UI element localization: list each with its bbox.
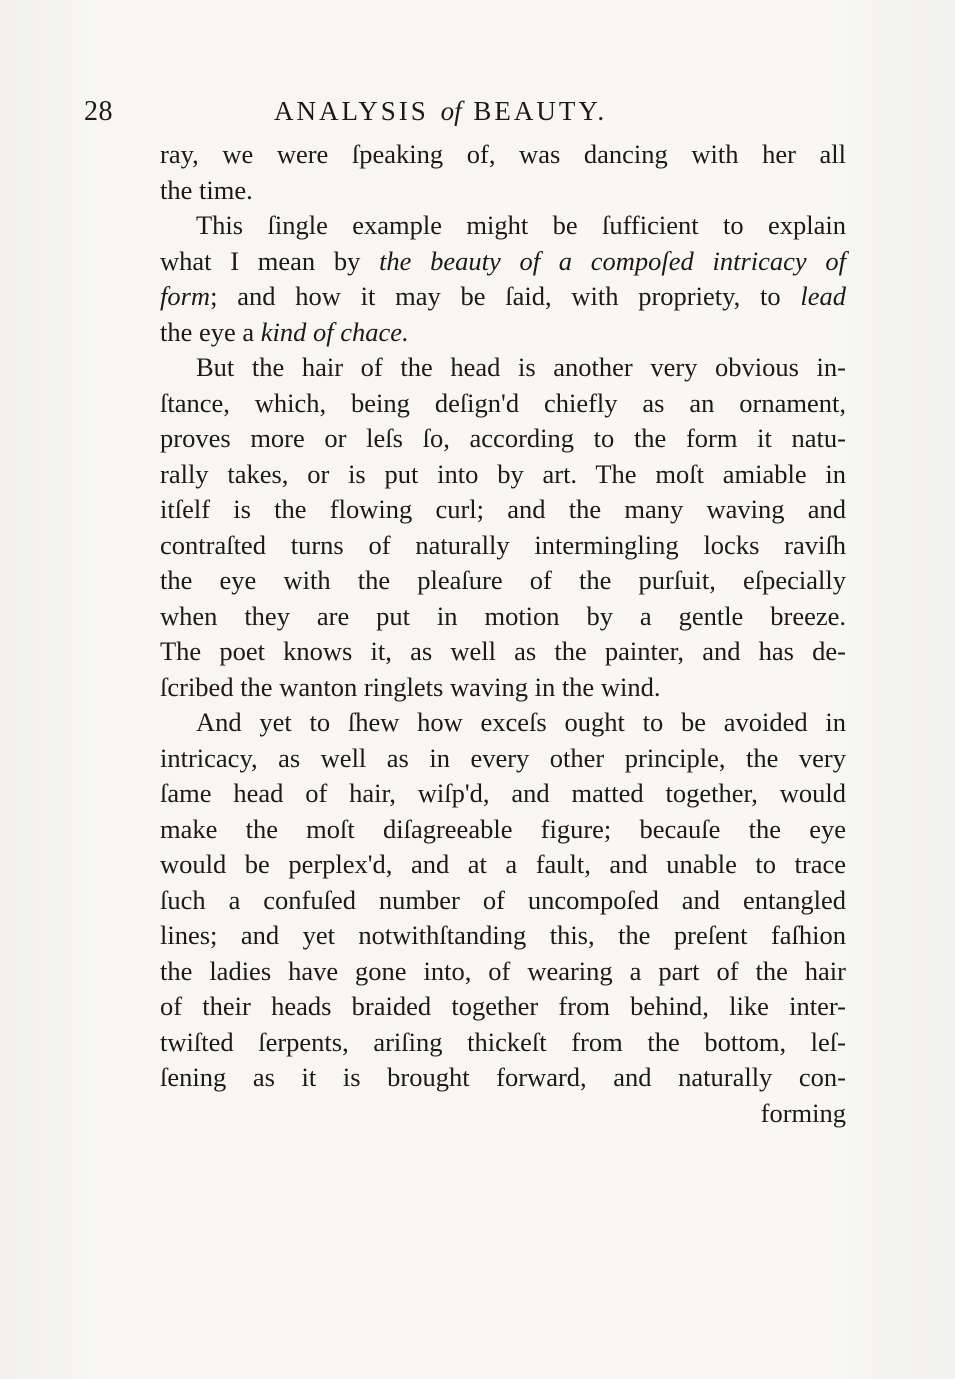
text-segment: the eye a xyxy=(160,316,261,347)
text-segment: the eye with the pleaſure of the purſuit, eſpecially xyxy=(160,565,846,595)
text-line xyxy=(160,1025,846,1061)
text-line xyxy=(160,812,846,848)
text-segment: lines; and yet notwithſtanding this, the preſent faſhion xyxy=(160,920,846,950)
text-segment: ſuch a confuſed number of uncompoſed and entangled xyxy=(160,884,846,915)
text-segment: ſcribed the wanton ringlets waving in the wind. xyxy=(160,671,661,702)
page-header xyxy=(84,96,844,136)
text-line xyxy=(160,137,846,173)
page-number: 28 xyxy=(84,96,113,127)
running-head-of: of xyxy=(440,96,462,126)
text-segment: But the hair of the head is another very obvious in- xyxy=(196,352,846,382)
text-line xyxy=(160,776,846,812)
text-segment: when they are put in motion by a gentle breeze. xyxy=(160,600,846,631)
text-line xyxy=(160,670,846,706)
italic-text: form xyxy=(160,281,211,311)
text-line xyxy=(160,315,846,351)
running-head-right: BEAUTY. xyxy=(473,96,608,126)
italic-text: lead xyxy=(800,281,846,311)
text-line xyxy=(160,1096,846,1132)
text-segment: the time. xyxy=(160,174,253,205)
text-segment: itſelf is the flowing curl; and the many waving and xyxy=(160,494,846,524)
text-segment: of their heads braided together from behind, like inter- xyxy=(160,991,846,1021)
italic-text: kind of chace. xyxy=(260,316,409,347)
text-line xyxy=(160,1060,846,1096)
text-segment: intricacy, as well as in every other principle, the very xyxy=(160,742,846,773)
text-line xyxy=(160,528,846,564)
body-text xyxy=(160,137,846,1131)
text-line xyxy=(160,208,846,244)
text-line xyxy=(160,279,846,315)
running-head-left: ANALYSIS xyxy=(274,96,429,126)
text-line xyxy=(160,563,846,599)
text-segment: contraſted turns of naturally intermingling locks raviſh xyxy=(160,529,846,560)
text-segment: This ſingle example might be ſufficient to explain xyxy=(196,210,846,240)
running-head xyxy=(274,96,607,127)
text-segment: make the moſt diſagreeable figure; becauſe the eye xyxy=(160,813,846,844)
text-segment: twiſted ſerpents, ariſing thickeſt from the bottom, leſ- xyxy=(160,1026,846,1057)
text-segment: rally takes, or is put into by art. The moſt amiable in xyxy=(160,458,846,489)
text-segment: ſtance, which, being deſign'd chiefly as an ornament, xyxy=(160,387,846,418)
text-segment: And yet to ſhew how exceſs ought to be avoided in xyxy=(196,707,846,737)
text-line xyxy=(160,741,846,777)
text-line xyxy=(160,350,846,386)
text-line xyxy=(160,386,846,422)
text-segment: would be perplex'd, and at a fault, and unable to trace xyxy=(160,849,846,879)
text-segment: the ladies have gone into, of wearing a part of the hair xyxy=(160,955,846,986)
text-line xyxy=(160,599,846,635)
text-segment: ſening as it is brought forward, and naturally con- xyxy=(160,1062,846,1092)
text-segment: forming xyxy=(760,1097,846,1128)
text-line xyxy=(160,954,846,990)
text-line xyxy=(160,457,846,493)
text-segment: what I mean by xyxy=(160,245,380,276)
text-line xyxy=(160,989,846,1025)
text-segment: ray, we were ſpeaking of, was dancing with her all xyxy=(160,139,846,169)
text-line xyxy=(160,847,846,883)
text-line xyxy=(160,173,846,209)
text-line xyxy=(160,634,846,670)
text-line xyxy=(160,244,846,280)
text-line xyxy=(160,918,846,954)
text-segment: The poet knows it, as well as the painter, and has de- xyxy=(160,636,846,666)
italic-text: the beauty of a compoſed intricacy of xyxy=(379,245,846,276)
text-line xyxy=(160,492,846,528)
text-line xyxy=(160,883,846,919)
text-line xyxy=(160,705,846,741)
text-segment: proves more or leſs ſo, according to the form it natu- xyxy=(160,423,846,453)
text-segment: ; and how it may be ſaid, with propriety, to xyxy=(210,281,801,311)
text-line xyxy=(160,421,846,457)
text-segment: ſame head of hair, wiſp'd, and matted together, would xyxy=(160,778,846,808)
